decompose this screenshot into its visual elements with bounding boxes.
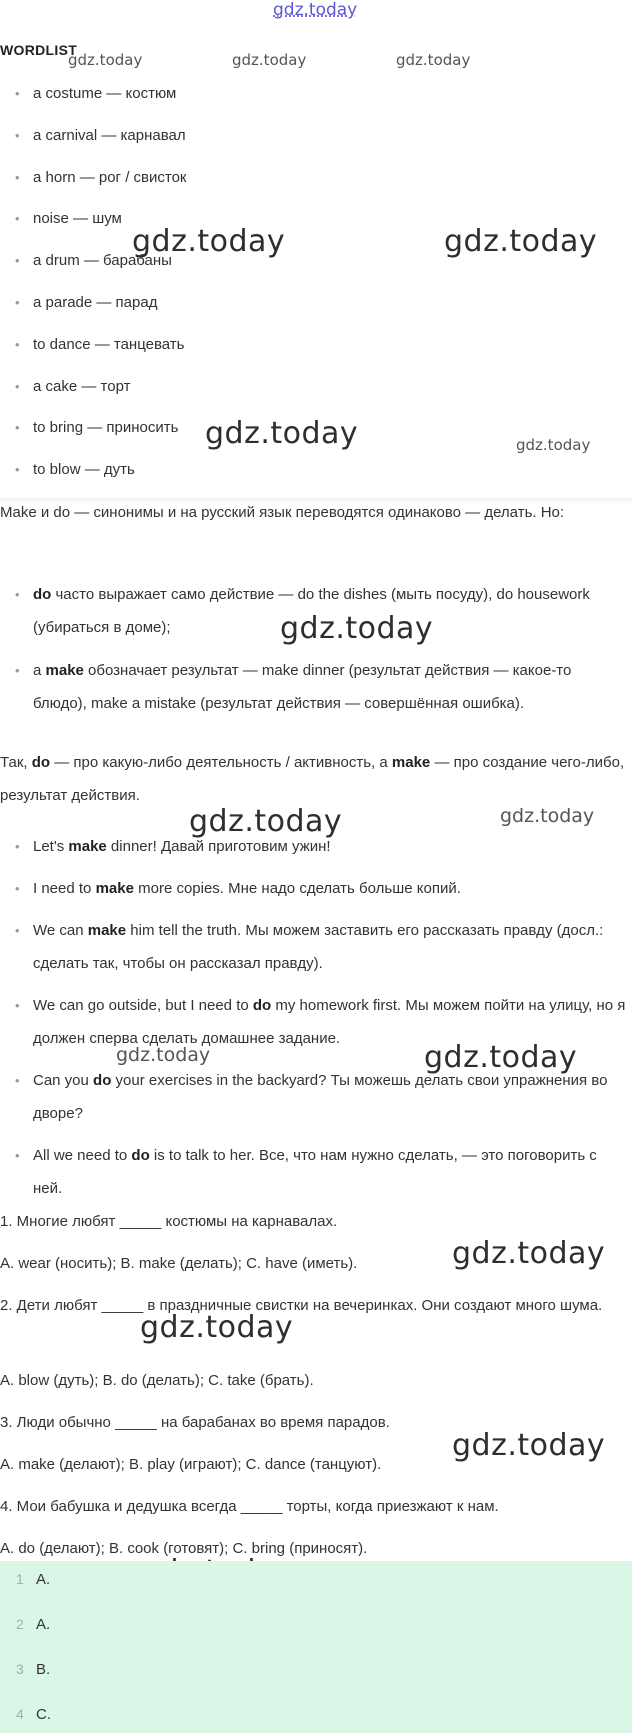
example-text: more copies. Мне надо сделать больше копий. xyxy=(133,880,461,897)
rule-item xyxy=(0,654,632,720)
rule-text: часто выражает само действие — do the dishes (мыть посуду), do housework (убираться в доме); xyxy=(33,586,590,636)
question-options: A. wear (носить); B. make (делать); C. have (иметь). xyxy=(0,1255,358,1272)
watermark: gdz.today xyxy=(500,805,595,827)
question-text: 2. Дети любят _____ в праздничные свистки на вечеринках. Они создают много шума. xyxy=(0,1297,603,1314)
example-text: Let's xyxy=(33,838,69,855)
wordlist xyxy=(0,84,632,502)
answer-number: 3 xyxy=(16,1661,24,1677)
watermark: gdz.today xyxy=(273,0,358,20)
example-item xyxy=(0,872,632,905)
example-text: I need to xyxy=(33,880,96,897)
keyword: do xyxy=(93,1072,112,1089)
keyword: do xyxy=(252,997,272,1014)
list-item: • a carnival — карнавал xyxy=(0,126,632,168)
answer-value: A. xyxy=(36,1616,51,1633)
watermark: gdz.today xyxy=(132,224,286,259)
question-options: A. do (делают); B. cook (готовят); C. bring (приносят). xyxy=(0,1540,368,1557)
summary-text: Так, xyxy=(0,754,32,771)
keyword: make xyxy=(95,880,134,897)
keyword: make xyxy=(391,754,431,771)
list-item: • a cake — торт xyxy=(0,377,632,419)
example-text: your exercises in the backyard? Ты можешь делать свои упражнения во дворе? xyxy=(33,1072,608,1122)
watermark: gdz.today xyxy=(189,804,343,839)
answer-value: B. xyxy=(36,1661,51,1678)
wordlist-title: WORDLIST xyxy=(0,42,78,58)
watermark: gdz.today xyxy=(116,1044,211,1066)
list-item: • a parade — парад xyxy=(0,293,632,335)
watermark: gdz.today xyxy=(516,436,591,454)
watermark: gdz.today xyxy=(280,611,434,646)
example-text: We can xyxy=(33,922,88,939)
keyword: do xyxy=(31,754,51,771)
question-text: 1. Многие любят _____ костюмы на карнавалах. xyxy=(0,1213,338,1230)
watermark: gdz.today xyxy=(444,224,598,259)
watermark: gdz.today xyxy=(452,1236,606,1271)
example-item xyxy=(0,1139,632,1205)
watermark: gdz.today xyxy=(396,51,471,69)
keyword: do xyxy=(33,586,52,603)
example-list xyxy=(0,830,632,1205)
answer-number: 4 xyxy=(16,1706,24,1722)
example-text: him tell the truth. Мы можем заставить его рассказать правду (досл.: сделать так, чтобы он рассказал правду). xyxy=(33,922,604,972)
watermark: gdz.today xyxy=(205,416,359,451)
example-text: All we need to xyxy=(33,1147,132,1164)
keyword: do xyxy=(131,1147,150,1164)
question-text: 3. Люди обычно _____ на барабанах во время парадов. xyxy=(0,1414,390,1431)
rule-text: обозначает результат — make dinner (результат действия — какое-то блюдо), make a mistake (результат действия — совершённая ошибка). xyxy=(33,662,572,712)
watermark: gdz.today xyxy=(232,51,307,69)
list-item: • noise — шум xyxy=(0,209,632,251)
intro-paragraph: Make и do — синонимы и на русский язык переводятся одинаково — делать. Но: xyxy=(0,504,565,521)
answer-value: C. xyxy=(36,1706,51,1723)
keyword: make xyxy=(68,838,107,855)
example-item xyxy=(0,989,632,1055)
answer-number: 2 xyxy=(16,1616,24,1632)
summary-text: — про какую-либо деятельность / активность, а xyxy=(50,754,392,771)
question-options: A. make (делают); B. play (играют); C. dance (танцуют). xyxy=(0,1456,382,1473)
list-item: • to bring — приносить xyxy=(0,418,632,460)
list-item: • a horn — рог / свисток xyxy=(0,168,632,210)
rule-item xyxy=(0,578,632,644)
example-text: We can go outside, but I need to xyxy=(33,997,253,1014)
question-options: A. blow (дуть); B. do (делать); C. take (брать). xyxy=(0,1372,314,1389)
watermark: gdz.today xyxy=(68,51,143,69)
list-item: • to dance — танцевать xyxy=(0,335,632,377)
summary-paragraph xyxy=(0,746,628,812)
answers-panel xyxy=(0,1561,632,1733)
rule-list xyxy=(0,578,632,720)
rule-prefix: a xyxy=(33,662,46,679)
watermark: gdz.today xyxy=(424,1040,578,1075)
example-item xyxy=(0,914,632,980)
example-text: Can you xyxy=(33,1072,94,1089)
list-item: • to blow — дуть xyxy=(0,460,632,502)
list-item: • a costume — костюм xyxy=(0,84,632,126)
watermark: gdz.today xyxy=(452,1428,606,1463)
question-text: 4. Мои бабушка и дедушка всегда _____ торты, когда приезжают к нам. xyxy=(0,1498,499,1515)
example-text: dinner! Давай приготовим ужин! xyxy=(106,838,331,855)
example-text: my homework first. Мы можем пойти на улицу, но я должен сперва сделать домашнее задание. xyxy=(33,997,626,1047)
answer-number: 1 xyxy=(16,1571,24,1587)
watermark: gdz.today xyxy=(140,1310,294,1345)
keyword: make xyxy=(87,922,127,939)
example-item xyxy=(0,1064,632,1130)
example-item xyxy=(0,830,632,863)
keyword: make xyxy=(45,662,84,679)
summary-text: — про создание чего-либо, результат действия. xyxy=(0,754,625,804)
example-text: is to talk to her. Все, что нам нужно сделать, — это поговорить с ней. xyxy=(33,1147,597,1197)
list-item: • a drum — барабаны xyxy=(0,251,632,293)
answer-value: A. xyxy=(36,1571,51,1588)
